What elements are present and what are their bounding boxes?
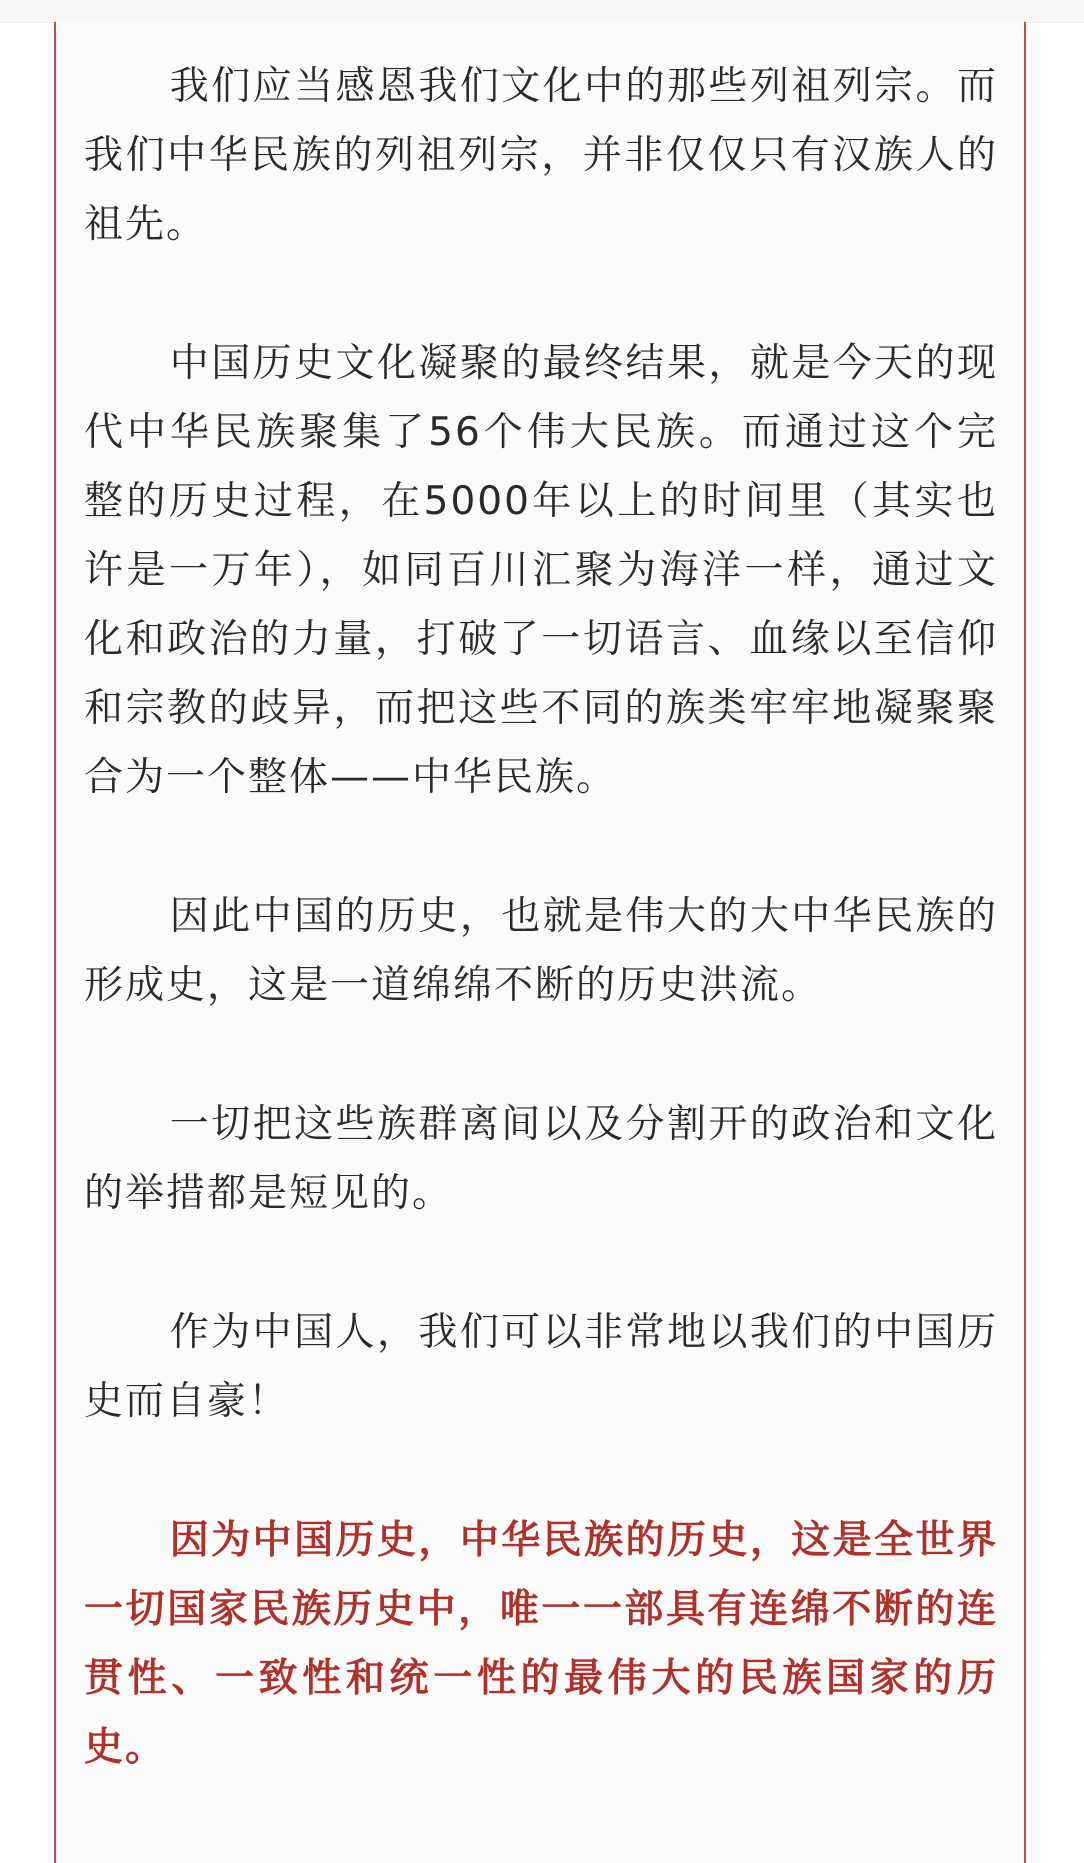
paragraph-short-sighted: 一切把这些族群离间以及分割开的政治和文化的举措都是短见的。 [84, 1102, 998, 1216]
top-header-strip [0, 0, 1084, 23]
paragraph-ancestors: 我们应当感恩我们文化中的那些列祖列宗。而我们中华民族的列祖列宗，并非仅仅只有汉族人的祖先。 [84, 64, 998, 247]
paragraph-national-formation: 中国历史文化凝聚的最终结果，就是今天的现代中华民族聚集了56个伟大民族。而通过这个完整的历史过程，在5000年以上的时间里（其实也许是一万年），如同百川汇聚为海洋一样，通过文化和政治的力量，打破了一切语言、血缘以至信仰和宗教的歧异，而把这些不同的族类牢牢地凝聚聚合为一个整体——中华民族。 [84, 341, 998, 800]
paragraph-pride: 作为中国人，我们可以非常地以我们的中国历史而自豪！ [84, 1310, 998, 1424]
paragraph-emphasis-conclusion: 因为中国历史，中华民族的历史，这是全世界一切国家民族历史中，唯一一部具有连绵不断的连贯性、一致性和统一性的最伟大的民族国家的历史。 [84, 1518, 998, 1770]
paragraph-history-stream: 因此中国的历史，也就是伟大的大中华民族的形成史，这是一道绵绵不断的历史洪流。 [84, 894, 998, 1008]
article-body [84, 52, 998, 1782]
